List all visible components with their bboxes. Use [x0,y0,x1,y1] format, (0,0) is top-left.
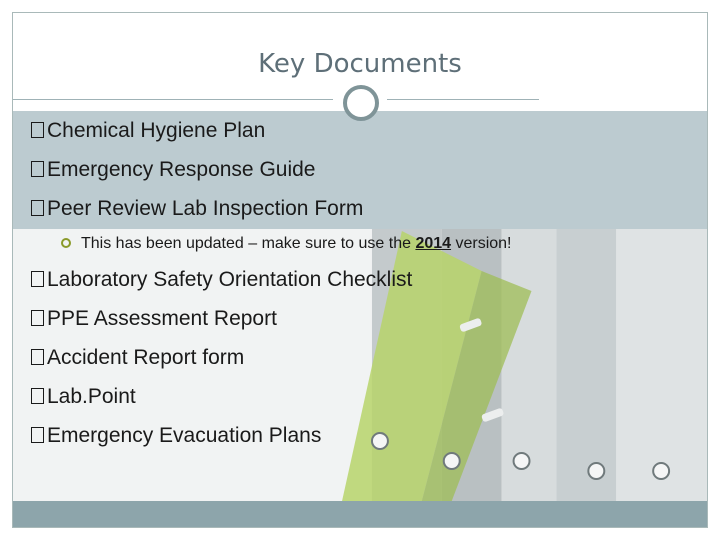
slide [12,12,708,528]
circle-bullet-icon [61,238,71,248]
checkbox-icon [31,427,44,443]
document-list [31,113,512,457]
list-item: PPE Assessment Report [31,301,512,340]
list-item: Emergency Response Guide [31,152,512,191]
sub-list-item: This has been updated – make sure to use the 2014 version! [31,230,512,262]
checkbox-icon [31,310,44,326]
list-item: Laboratory Safety Orientation Checklist [31,262,512,301]
list-item: Chemical Hygiene Plan [31,113,512,152]
checkbox-icon [31,161,44,177]
footer-bar [13,501,707,527]
slide-title: Key Documents [258,49,462,79]
title-divider-left [13,99,333,100]
checkbox-icon [31,349,44,365]
checkbox-icon [31,200,44,216]
list-item: Lab.Point [31,379,512,418]
checkbox-icon [31,271,44,287]
list-item: Peer Review Lab Inspection Form [31,191,512,230]
version-year: 2014 [415,235,452,252]
list-item: Emergency Evacuation Plans [31,418,512,457]
list-item: Accident Report form [31,340,512,379]
title-divider-right [387,99,539,100]
checkbox-icon [31,388,44,404]
checkbox-icon [31,122,44,138]
